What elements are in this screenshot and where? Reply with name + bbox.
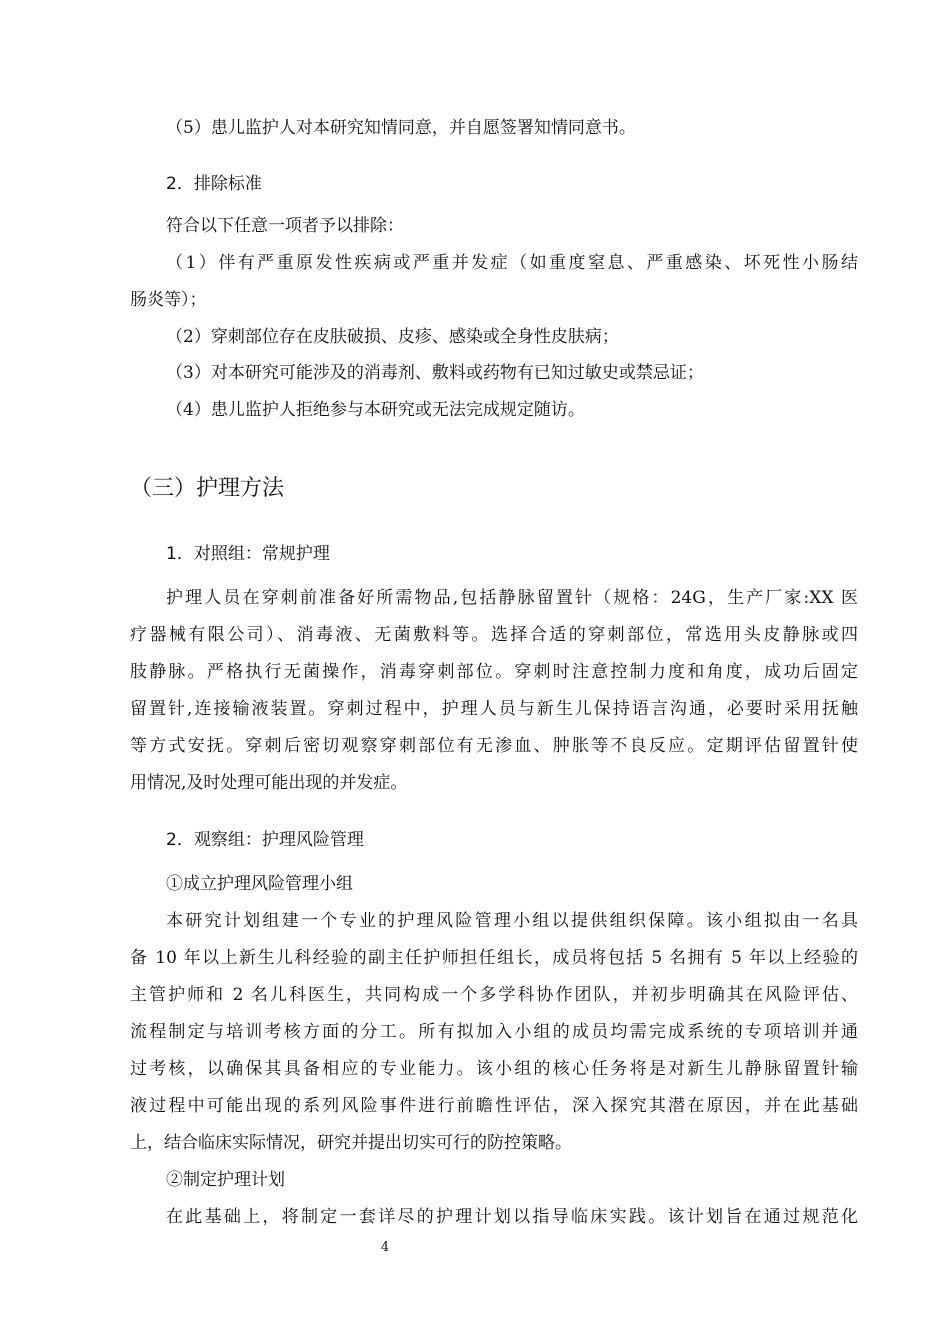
- step-1-para-line-7: 上，结合临床实际情况，研究并提出切实可行的防控策略。: [130, 1133, 572, 1153]
- exclusion-item-3: （3）对本研究可能涉及的消毒剂、敷料或药物有已知过敏史或禁忌证；: [166, 363, 704, 383]
- observation-group-heading: 2．观察组：护理风险管理: [166, 830, 364, 850]
- page-number: 4: [380, 1240, 390, 1255]
- exclusion-item-4: （4）患儿监护人拒绝参与本研究或无法完成规定随访。: [166, 400, 585, 420]
- step-1-para-line-5: 过考核，以确保其具备相应的专业能力。该小组的核心任务将是对新生儿静脉留置针输: [130, 1059, 858, 1079]
- step-1-para-line-1: 本研究计划组建一个专业的护理风险管理小组以提供组织保障。该小组拟由一名具: [166, 911, 858, 931]
- control-para-line-4: 留置针,连接输液装置。穿刺过程中，护理人员与新生儿保持语言沟通，必要时采用抚触: [130, 699, 858, 719]
- control-para-line-1: 护理人员在穿刺前准备好所需物品,包括静脉留置针（规格：24G，生产厂家:XX 医: [166, 588, 858, 608]
- control-para-line-2: 疗器械有限公司）、消毒液、无菌敷料等。选择合适的穿刺部位，常选用头皮静脉或四: [130, 625, 858, 645]
- step-1-para-line-2: 备 10 年以上新生儿科经验的副主任护师担任组长，成员将包括 5 名拥有 5 年以上经验的: [130, 948, 858, 968]
- exclusion-item-2: （2）穿刺部位存在皮肤破损、皮疹、感染或全身性皮肤病；: [166, 327, 619, 347]
- control-para-line-6: 用情况,及时处理可能出现的并发症。: [130, 773, 408, 793]
- step-2-para-line-1: 在此基础上，将制定一套详尽的护理计划以指导临床实践。该计划旨在通过规范化: [166, 1207, 858, 1227]
- control-para-line-3: 肢静脉。严格执行无菌操作，消毒穿刺部位。穿刺时注意控制力度和角度，成功后固定: [130, 662, 858, 682]
- exclusion-item-1-line-2: 肠炎等）；: [130, 290, 207, 310]
- control-group-heading: 1．对照组：常规护理: [166, 544, 330, 564]
- step-1-para-line-6: 液过程中可能出现的系列风险事件进行前瞻性评估，深入探究其潜在原因，并在此基础: [130, 1096, 858, 1116]
- step-1-para-line-4: 流程制定与培训考核方面的分工。所有拟加入小组的成员均需完成系统的专项培训并通: [130, 1022, 858, 1042]
- exclusion-criteria-heading: 2．排除标准: [166, 174, 262, 194]
- control-para-line-5: 等方式安抚。穿刺后密切观察穿刺部位有无渗血、肿胀等不良反应。定期评估留置针使: [130, 736, 858, 756]
- inclusion-item-5: （5）患儿监护人对本研究知情同意，并自愿签署知情同意书。: [166, 118, 636, 138]
- step-1-para-line-3: 主管护师和 2 名儿科医生，共同构成一个多学科协作团队，并初步明确其在风险评估、: [130, 985, 858, 1005]
- exclusion-item-1-line-1: （1）伴有严重原发性疾病或严重并发症（如重度窒息、严重感染、坏死性小肠结: [166, 253, 858, 273]
- step-1-heading: ①成立护理风险管理小组: [166, 874, 353, 894]
- step-2-heading: ②制定护理计划: [166, 1170, 285, 1190]
- exclusion-intro: 符合以下任意一项者予以排除：: [166, 216, 404, 236]
- section-heading-nursing-methods: （三）护理方法: [130, 476, 285, 501]
